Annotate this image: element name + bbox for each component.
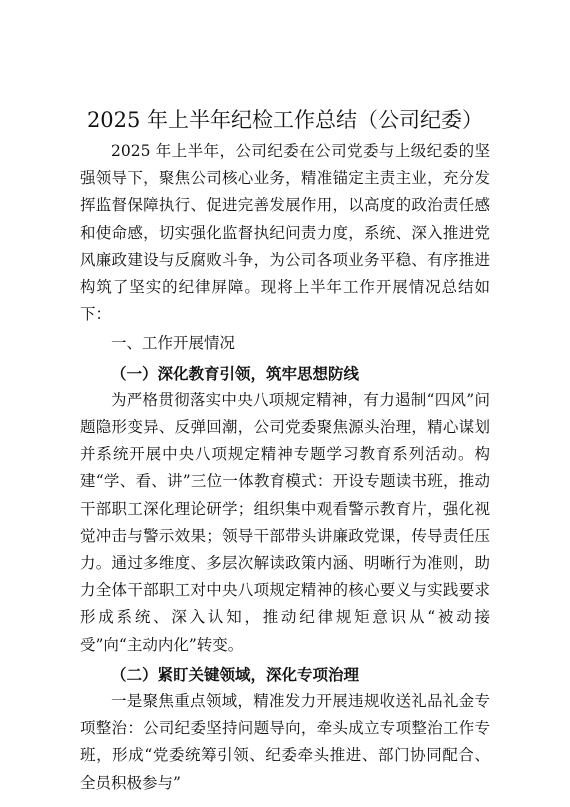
education-paragraph: 为严格贯彻落实中央八项规定精神，有力遏制“四风”问题隐形变异、反弹回潮，公司党委聚焦源头治理，精心谋划并系统开展中央八项规定精神专题学习教育系列活动。构建“学、看、讲”三位一体教育模式：开设专题读书班，推动干部职工深化理论研学；组织集中观看警示教育片，强化视觉冲击与警示效果；领导干部带头讲廉政党课，传导责任压力。通过多维度、多层次解读政策内涵、明晰行为准则，助力全体干部职工对中央八项规定精神的核心要义与实践要求形成系统、深入认知，推动纪律规矩意识从“被动接受”向“主动内化”转变。 <box>80 390 490 654</box>
intro-paragraph: 2025 年上半年，公司纪委在公司党委与上级纪委的坚强领导下，聚焦公司核心业务，精准锚定主责主业，充分发挥监督保障执行、促进完善发展作用，以高度的政治责任感和使命感，切实强化监督执纪问责力度，系统、深入推进党风廉政建设与反腐败斗争，为公司各项业务平稳、有序推进构筑了坚实的纪律屏障。现将上半年工作开展情况总结如下： <box>80 142 490 324</box>
subsection-heading-special-governance: （二）紧盯关键领域，深化专项治理 <box>111 664 360 684</box>
special-governance-paragraph: 一是聚焦重点领域，精准发力开展违规收送礼品礼金专项整治：公司纪委坚持问题导向，牵头成立专项整治工作专班，形成“党委统筹引领、纪委牵头推进、部门协同配合、全员积极参与” <box>80 692 490 792</box>
section-heading-work-status: 一、工作开展情况 <box>111 334 236 353</box>
document-title: 2025 年上半年纪检工作总结（公司纪委） <box>86 108 484 132</box>
subsection-heading-education: （一）深化教育引领，筑牢思想防线 <box>111 363 360 383</box>
